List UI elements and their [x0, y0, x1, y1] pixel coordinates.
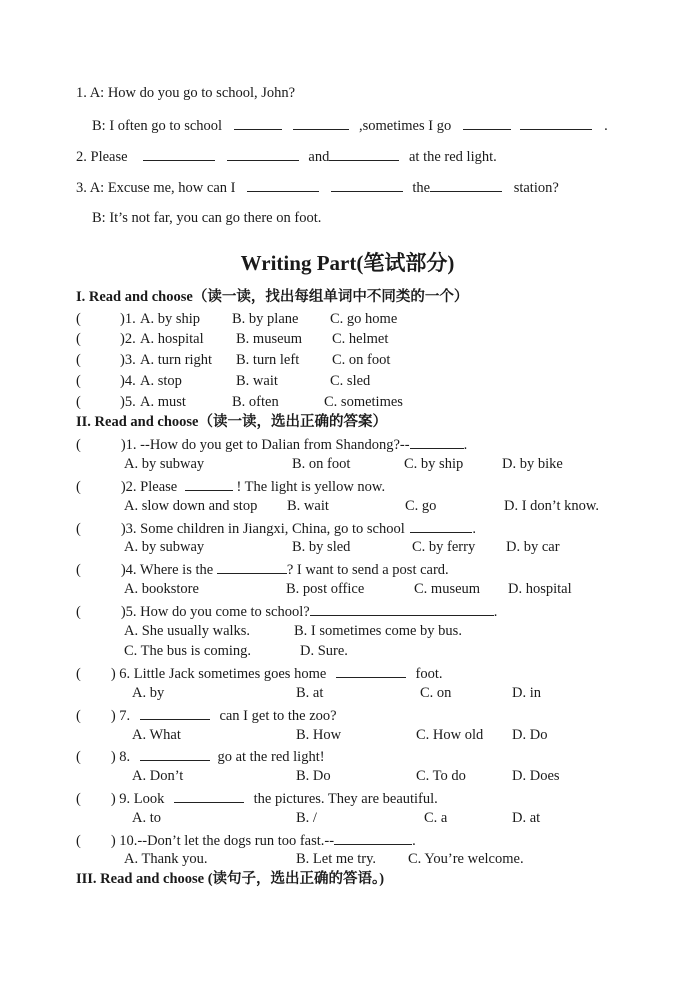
- answer-paren[interactable]: (: [76, 479, 81, 495]
- s2-q5-option-b[interactable]: B. I sometimes come by bus.: [294, 623, 462, 639]
- s2-q6-end: foot.: [415, 666, 443, 682]
- s2-q10: [76, 830, 416, 850]
- s2-q4-stem: )4. Where is the: [120, 562, 214, 578]
- s2-q7-stem: ) 7.: [110, 708, 131, 724]
- s2-q6-option-b[interactable]: B. at: [296, 685, 324, 701]
- s2-q3-option-d[interactable]: D. by car: [506, 539, 560, 555]
- answer-blank[interactable]: [463, 115, 511, 130]
- answer-paren[interactable]: (: [76, 373, 81, 389]
- s2-q2-option-d[interactable]: D. I don’t know.: [504, 498, 600, 514]
- s2-q6: [76, 663, 443, 683]
- answer-paren[interactable]: (: [76, 708, 81, 724]
- s2-q6-option-c[interactable]: C. on: [420, 685, 452, 701]
- s2-q10-stem: ) 10.--Don’t let the dogs run too fast.--: [110, 833, 335, 849]
- s1-option-b[interactable]: B. museum: [236, 331, 303, 347]
- s1-question-number: )3.: [120, 352, 136, 368]
- s2-q5-option-d[interactable]: D. Sure.: [300, 643, 348, 659]
- s2-q9-option-b[interactable]: B. /: [296, 810, 317, 826]
- answer-blank[interactable]: [334, 830, 412, 845]
- s2-q5-option-a[interactable]: A. She usually walks.: [124, 623, 251, 639]
- answer-paren[interactable]: (: [76, 749, 81, 765]
- answer-paren[interactable]: (: [76, 604, 81, 620]
- answer-blank[interactable]: [410, 434, 464, 449]
- s2-q2-option-a[interactable]: A. slow down and stop: [124, 498, 258, 514]
- answer-paren[interactable]: (: [76, 437, 81, 453]
- s2-q8-option-d[interactable]: D. Does: [512, 768, 560, 784]
- s1-option-c[interactable]: C. on foot: [332, 352, 391, 368]
- q1-line-a: 1. A: How do you go to school, John?: [76, 85, 296, 101]
- answer-paren[interactable]: (: [76, 331, 81, 347]
- q3-line-a: [76, 177, 559, 197]
- s2-q2: [76, 476, 385, 496]
- s2-q3-option-c[interactable]: C. by ferry: [412, 539, 476, 555]
- s1-option-c[interactable]: C. helmet: [332, 331, 389, 347]
- q2-end: at the red light.: [408, 149, 497, 165]
- s2-q5-option-c[interactable]: C. The bus is coming.: [124, 643, 252, 659]
- s2-q5-stem: )5. How do you come to school?: [120, 604, 310, 620]
- s1-option-b[interactable]: B. wait: [236, 373, 278, 389]
- answer-paren[interactable]: (: [76, 521, 81, 537]
- s2-q2-option-b[interactable]: B. wait: [287, 498, 329, 514]
- answer-blank[interactable]: [410, 518, 472, 533]
- q2-start: 2. Please: [76, 149, 128, 165]
- s1-option-a[interactable]: A. by ship: [140, 311, 201, 327]
- s2-q1-stem: )1. --How do you get to Dalian from Shandong?--: [120, 437, 410, 453]
- s2-q4-option-a[interactable]: A. bookstore: [124, 581, 199, 597]
- q2-mid: and: [308, 149, 330, 165]
- q3a-end: station?: [513, 180, 559, 196]
- s1-option-b[interactable]: B. often: [232, 394, 279, 410]
- section1-title: I. Read and choose（读一读，找出每组单词中不同类的一个）: [76, 289, 469, 305]
- s2-q10-end: .: [412, 833, 416, 849]
- s2-q2-stem: )2. Please: [120, 479, 178, 495]
- s2-q4-option-d[interactable]: D. hospital: [508, 581, 572, 597]
- answer-paren[interactable]: (: [76, 394, 81, 410]
- s1-option-a[interactable]: A. stop: [140, 373, 182, 389]
- s1-option-a[interactable]: A. turn right: [140, 352, 213, 368]
- s2-q7-option-b[interactable]: B. How: [296, 727, 342, 743]
- s2-q1-option-c[interactable]: C. by ship: [404, 456, 464, 472]
- s2-q5-end: .: [493, 604, 498, 620]
- s1-option-b[interactable]: B. by plane: [232, 311, 299, 327]
- s2-q10-option-a[interactable]: A. Thank you.: [124, 851, 208, 867]
- s1-question-number: )4.: [120, 373, 136, 389]
- q3a-start: 3. A: Excuse me, how can I: [76, 180, 236, 196]
- answer-paren[interactable]: (: [76, 833, 81, 849]
- s2-q3-stem: )3. Some children in Jiangxi, China, go to school: [120, 521, 405, 537]
- s2-q2-end: ! The light is yellow now.: [236, 479, 386, 495]
- s2-q9-option-a[interactable]: A. to: [132, 810, 161, 826]
- s2-q10-option-c[interactable]: C. You’re welcome.: [408, 851, 524, 867]
- section2-title: II. Read and choose（读一读，选出正确的答案）: [76, 414, 387, 430]
- s2-q8-end: go at the red light!: [217, 749, 325, 765]
- s2-q1-option-d[interactable]: D. by bike: [502, 456, 563, 472]
- q1b-end: .: [604, 118, 608, 134]
- s2-q10-option-b[interactable]: B. Let me try.: [296, 851, 376, 867]
- answer-blank[interactable]: [329, 146, 399, 161]
- answer-blank[interactable]: [143, 146, 215, 161]
- s2-q3-option-a[interactable]: A. by subway: [124, 539, 205, 555]
- answer-blank[interactable]: [247, 177, 319, 192]
- s2-q3: [76, 518, 476, 538]
- s1-question-number: )5.: [120, 394, 136, 410]
- answer-blank[interactable]: [140, 705, 210, 720]
- s2-q7: [76, 705, 337, 725]
- s2-q9-stem: ) 9. Look: [110, 791, 165, 807]
- s2-q5: [76, 601, 497, 621]
- answer-paren[interactable]: (: [76, 352, 81, 368]
- answer-blank[interactable]: [520, 115, 592, 130]
- answer-blank[interactable]: [336, 663, 406, 678]
- s2-q2-option-c[interactable]: C. go: [405, 498, 437, 514]
- s2-q7-option-d[interactable]: D. Do: [512, 727, 548, 743]
- s1-option-c[interactable]: C. go home: [330, 311, 398, 327]
- q1b-mid: ,sometimes I go: [358, 118, 452, 134]
- s2-q9: [76, 788, 438, 808]
- s1-option-a[interactable]: A. must: [140, 394, 186, 410]
- s2-q6-option-d[interactable]: D. in: [512, 685, 541, 701]
- answer-blank[interactable]: [185, 476, 233, 491]
- answer-paren[interactable]: (: [76, 666, 81, 682]
- s2-q1-option-a[interactable]: A. by subway: [124, 456, 205, 472]
- s2-q9-option-c[interactable]: C. a: [424, 810, 448, 826]
- answer-blank[interactable]: [227, 146, 299, 161]
- s2-q9-end: the pictures. They are beautiful.: [253, 791, 438, 807]
- s2-q9-option-d[interactable]: D. at: [512, 810, 541, 826]
- answer-blank[interactable]: [217, 559, 287, 574]
- section3-title: III. Read and choose (读句子，选出正确的答语。): [76, 871, 385, 887]
- answer-blank[interactable]: [293, 115, 349, 130]
- s2-q8-option-a[interactable]: A. Don’t: [132, 768, 184, 784]
- s2-q1-end: .: [463, 437, 468, 453]
- answer-paren[interactable]: (: [76, 311, 81, 327]
- s2-q4-option-c[interactable]: C. museum: [414, 581, 481, 597]
- s1-question-number: )2.: [120, 331, 136, 347]
- s2-q4-end: ? I want to send a post card.: [286, 562, 449, 578]
- q1-line-b: [92, 115, 608, 135]
- s1-option-c[interactable]: C. sled: [330, 373, 371, 389]
- writing-part-title: Writing Part(笔试部分): [240, 251, 455, 275]
- q2-line: [76, 146, 497, 166]
- s2-q8-option-b[interactable]: B. Do: [296, 768, 331, 784]
- s2-q6-option-a[interactable]: A. by: [132, 685, 165, 701]
- s1-question-number: )1.: [120, 311, 136, 327]
- answer-paren[interactable]: (: [76, 562, 81, 578]
- s2-q3-option-b[interactable]: B. by sled: [292, 539, 351, 555]
- s2-q7-option-c[interactable]: C. How old: [416, 727, 484, 743]
- s2-q4-option-b[interactable]: B. post office: [286, 581, 365, 597]
- s2-q7-end: can I get to the zoo?: [219, 708, 337, 724]
- s2-q1: [76, 434, 467, 454]
- answer-blank[interactable]: [140, 746, 210, 761]
- s2-q3-end: .: [472, 521, 477, 537]
- answer-paren[interactable]: (: [76, 791, 81, 807]
- s2-q7-option-a[interactable]: A. What: [132, 727, 181, 743]
- s2-q1-option-b[interactable]: B. on foot: [292, 456, 351, 472]
- q1b-start: B: I often go to school: [92, 118, 223, 134]
- s2-q4: [76, 559, 449, 579]
- s1-option-a[interactable]: A. hospital: [140, 331, 204, 347]
- s2-q8-option-c[interactable]: C. To do: [416, 768, 466, 784]
- s1-option-c[interactable]: C. sometimes: [324, 394, 403, 410]
- answer-blank[interactable]: [430, 177, 502, 192]
- s2-q8: [76, 746, 325, 766]
- answer-blank[interactable]: [174, 788, 244, 803]
- answer-blank[interactable]: [234, 115, 282, 130]
- s2-q6-stem: ) 6. Little Jack sometimes goes home: [110, 666, 327, 682]
- s2-q8-stem: ) 8.: [110, 749, 131, 765]
- q3a-mid: the: [412, 180, 431, 196]
- q3-line-b: B: It’s not far, you can go there on foot.: [92, 210, 322, 226]
- answer-blank[interactable]: [310, 601, 494, 616]
- s1-option-b[interactable]: B. turn left: [236, 352, 300, 368]
- answer-blank[interactable]: [331, 177, 403, 192]
